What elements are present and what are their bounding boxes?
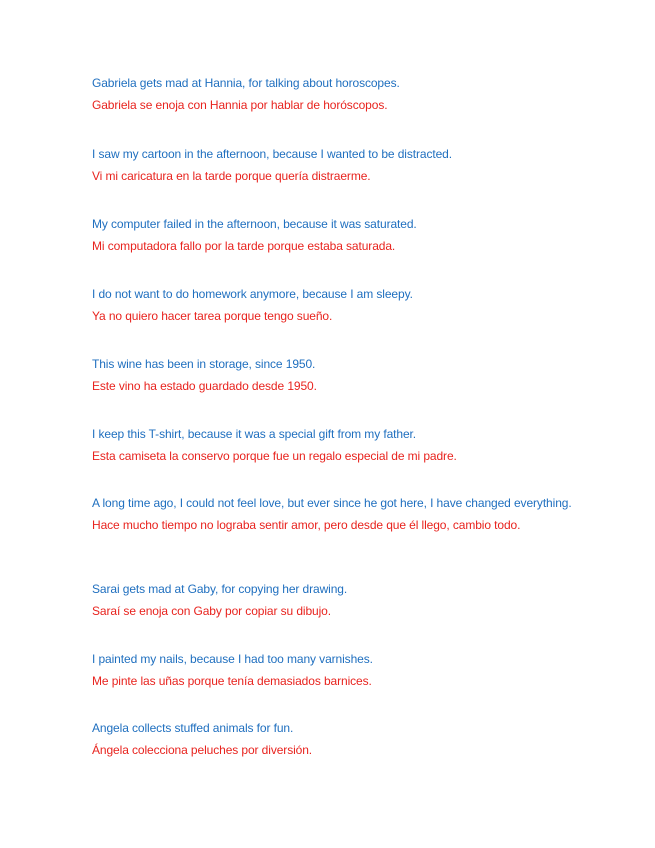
- english-sentence: I painted my nails, because I had too many varnishes.: [92, 652, 373, 666]
- sentence-pair-4: [92, 287, 592, 324]
- sentence-pair-2: [92, 147, 592, 184]
- spanish-translation: Este vino ha estado guardado desde 1950.: [92, 379, 317, 393]
- sentence-pair-9: [92, 652, 592, 689]
- english-sentence: I keep this T-shirt, because it was a special gift from my father.: [92, 427, 416, 441]
- sentence-pair-8: [92, 582, 592, 619]
- english-sentence: I saw my cartoon in the afternoon, because I wanted to be distracted.: [92, 147, 452, 161]
- sentence-pair-3: [92, 217, 592, 254]
- spanish-translation: Saraí se enoja con Gaby por copiar su dibujo.: [92, 604, 331, 618]
- english-sentence: Sarai gets mad at Gaby, for copying her drawing.: [92, 582, 348, 596]
- sentence-pair-5: [92, 357, 592, 394]
- spanish-translation: Ángela colecciona peluches por diversión.: [92, 743, 313, 757]
- english-sentence: I do not want to do homework anymore, because I am sleepy.: [92, 287, 413, 301]
- spanish-translation: Vi mi caricatura en la tarde porque quería distraerme.: [92, 169, 371, 183]
- english-sentence: A long time ago, I could not feel love, but ever since he got here, I have changed everything.: [92, 496, 572, 510]
- english-sentence: Gabriela gets mad at Hannia, for talking about horoscopes.: [92, 76, 400, 90]
- spanish-translation: Hace mucho tiempo no lograba sentir amor, pero desde que él llego, cambio todo.: [92, 518, 521, 532]
- english-sentence: Angela collects stuffed animals for fun.: [92, 721, 294, 735]
- spanish-translation: Ya no quiero hacer tarea porque tengo sueño.: [92, 309, 333, 323]
- english-sentence: My computer failed in the afternoon, because it was saturated.: [92, 217, 417, 231]
- spanish-translation: Esta camiseta la conservo porque fue un regalo especial de mi padre.: [92, 449, 457, 463]
- spanish-translation: Me pinte las uñas porque tenía demasiados barnices.: [92, 674, 372, 688]
- sentence-pair-6: [92, 427, 592, 464]
- spanish-translation: Gabriela se enoja con Hannia por hablar de horóscopos.: [92, 98, 388, 112]
- sentence-pair-7: [92, 496, 592, 533]
- english-sentence: This wine has been in storage, since 1950.: [92, 357, 316, 371]
- sentence-pair-10: [92, 721, 592, 758]
- sentence-pair-1: [92, 76, 592, 113]
- spanish-translation: Mi computadora fallo por la tarde porque estaba saturada.: [92, 239, 396, 253]
